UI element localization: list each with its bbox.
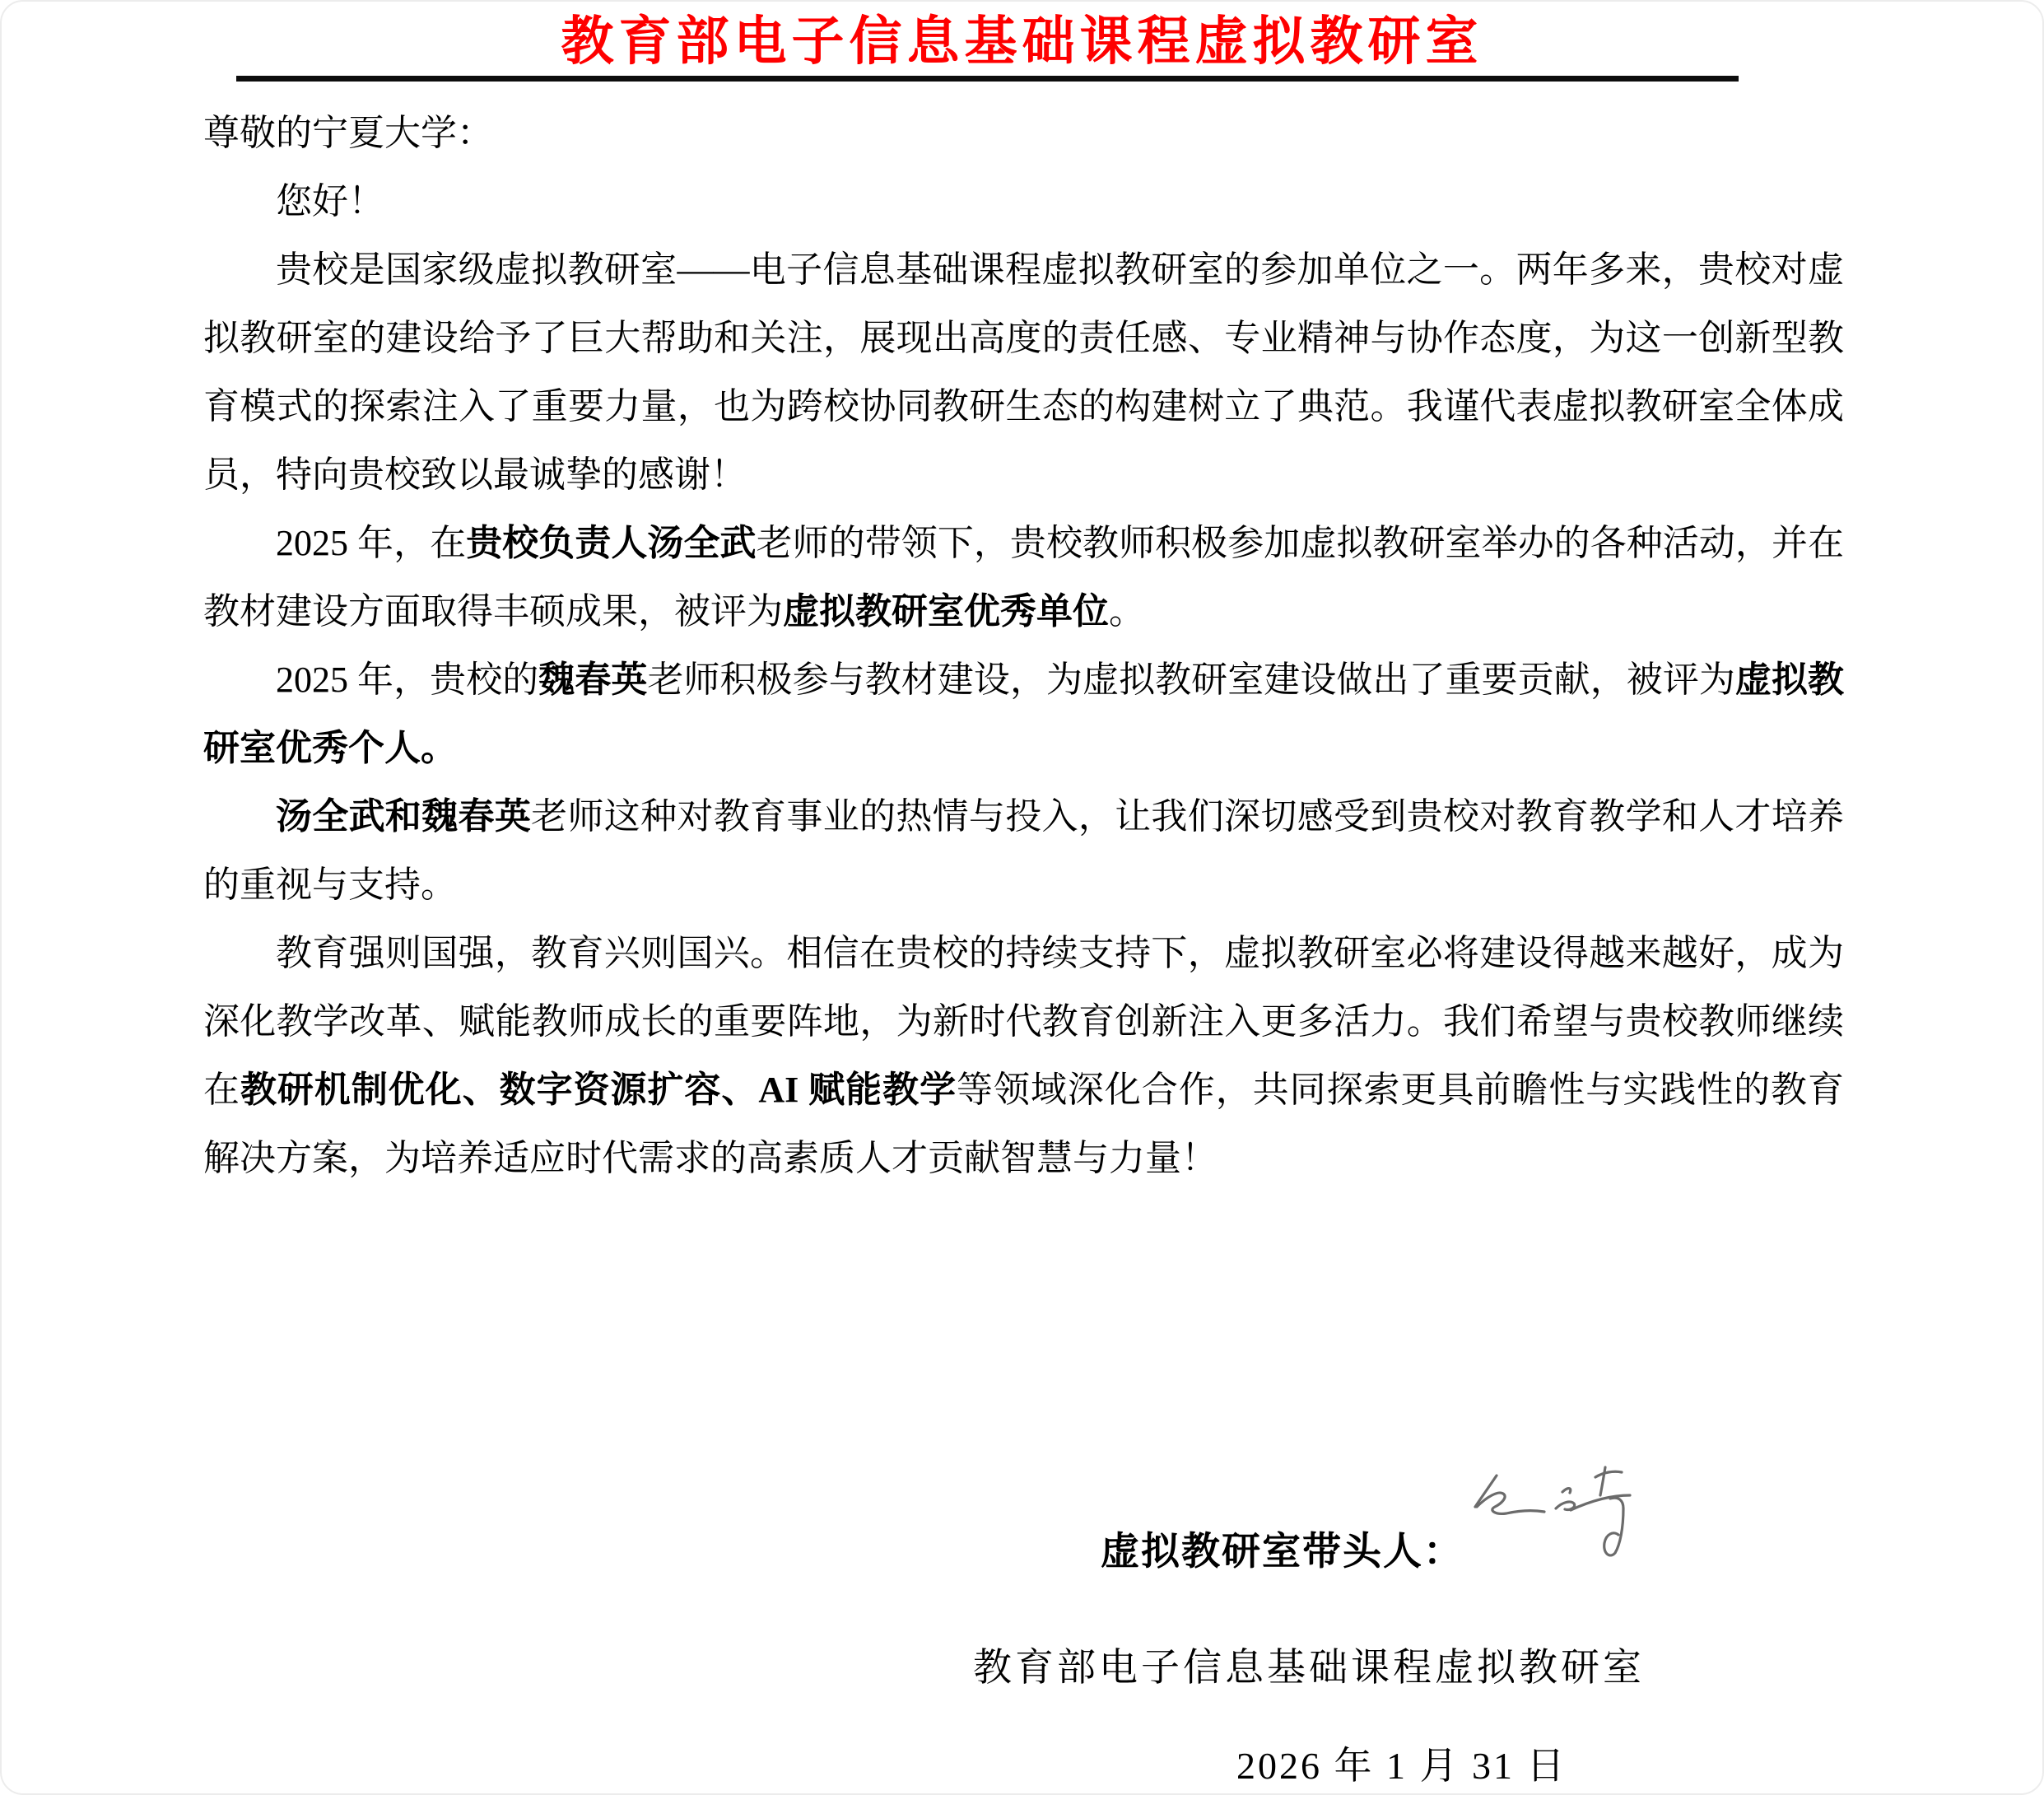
letter-paragraphs <box>203 167 1844 1192</box>
bold-text-segment: 贵校负责人汤全武 <box>466 523 757 563</box>
title-divider <box>236 76 1739 82</box>
handwritten-signature-icon <box>1460 1449 1650 1573</box>
text-segment: 教育强则国强，教育兴则国兴。相信在贵校的持续支持下，虚拟教研室必将建设得越来越好，成为深化教学改革、赋能教师成长的重要阵地，为新时代教育创新注入更多活力。我们希望与贵校教师继续在 <box>203 933 1844 1110</box>
paragraph <box>203 646 1844 782</box>
bold-text-segment: 汤全武和魏春英 <box>276 796 532 837</box>
bold-text-segment: 虚拟教研室优秀单位 <box>783 591 1109 632</box>
bold-text-segment: 虚拟教研室优秀个人。 <box>203 660 1845 768</box>
text-segment: 老师这种对教育事业的热情与投入，让我们深切感受到贵校对教育教学和人才培养的重视与支持。 <box>203 796 1845 905</box>
paragraph <box>203 235 1844 509</box>
signature-date: 2026 年 1 月 31 日 <box>1236 1745 1567 1787</box>
leader-label: 虚拟教研室带头人： <box>1101 1529 1464 1573</box>
paragraph <box>203 782 1844 919</box>
salutation: 尊敬的宁夏大学： <box>203 113 493 153</box>
text-segment: 。 <box>1109 591 1145 632</box>
paragraph <box>203 167 1844 235</box>
paragraph <box>203 509 1844 646</box>
letter-body <box>203 99 1844 1192</box>
paragraph <box>203 919 1844 1192</box>
text-segment: 老师的带领下，贵校教师积极参加虚拟教研室举办的各种活动，并在教材建设方面取得丰硕成果，被评为 <box>203 523 1845 632</box>
text-segment: 老师积极参与教材建设，为虚拟教研室建设做出了重要贡献，被评为 <box>647 660 1735 700</box>
text-segment: 等领域深化合作，共同探索更具前瞻性与实践性的教育解决方案，为培养适应时代需求的高素质人才贡献智慧与力量！ <box>203 1070 1845 1178</box>
signature-organization: 教育部电子信息基础课程虚拟教研室 <box>973 1647 1645 1690</box>
text-segment: 贵校是国家级虚拟教研室——电子信息基础课程虚拟教研室的参加单位之一。两年多来，贵校对虚拟教研室的建设给予了巨大帮助和关注，展现出高度的责任感、专业精神与协作态度，为这一创新型教育模式的探索注入了重要力量，也为跨校协同教研生态的构建树立了典范。我谨代表虚拟教研室全体成员，特向贵校致以最诚挚的感谢！ <box>203 249 1844 495</box>
bold-text-segment: 教研机制优化、数字资源扩容、AI 赋能教学 <box>240 1070 957 1110</box>
text-segment: 2025 年，贵校的 <box>276 660 539 700</box>
page-title: 教育部电子信息基础课程虚拟教研室 <box>561 12 1483 71</box>
text-segment: 2025 年，在 <box>276 523 467 563</box>
text-segment: 您好！ <box>276 181 384 221</box>
bold-text-segment: 魏春英 <box>538 660 648 700</box>
